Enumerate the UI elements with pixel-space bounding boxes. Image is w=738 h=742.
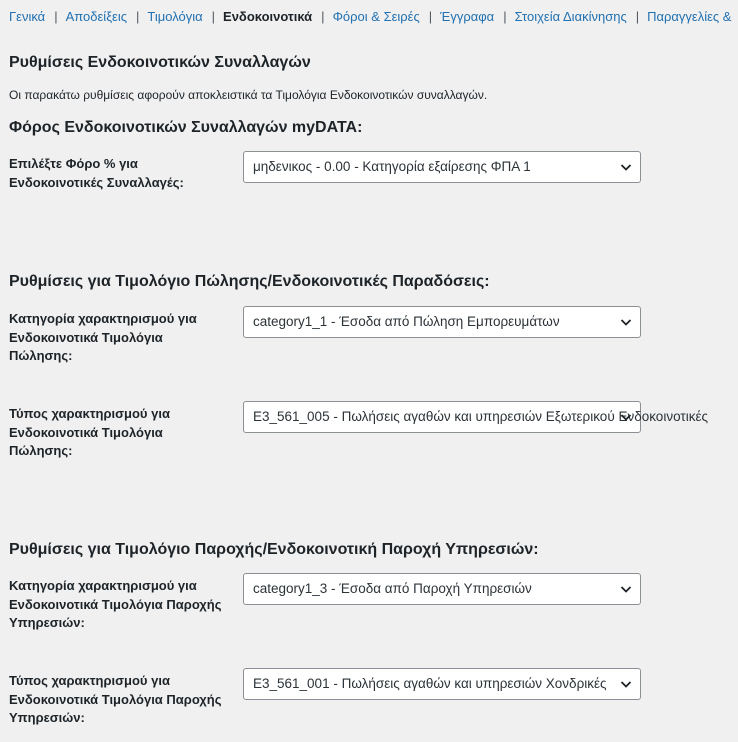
chevron-down-icon <box>620 583 632 595</box>
subnav-tab-orders[interactable]: Παραγγελίες & <box>647 9 732 24</box>
sales-category-select[interactable] <box>243 306 641 338</box>
settings-subnav <box>9 8 731 26</box>
subnav-separator: | <box>54 9 58 24</box>
subnav-separator: | <box>321 9 325 24</box>
services-section-heading: Ρυθμίσεις για Τιμολόγιο Παροχής/Ενδοκοινοτική Παροχή Υπηρεσιών: <box>9 541 539 558</box>
subnav-tab-documents[interactable]: Έγγραφα <box>440 9 495 24</box>
sales-category-value: category1_1 - Έσοδα από Πώληση Εμπορευμάτων <box>253 314 560 329</box>
subnav-tab-taxes-series[interactable]: Φόροι & Σειρές <box>332 9 420 24</box>
page-description: Οι παρακάτω ρυθμίσεις αφορούν αποκλειστικά τα Τιμολόγια Ενδοκοινοτικών συναλλαγών. <box>9 88 488 102</box>
services-category-value: category1_3 - Έσοδα από Παροχή Υπηρεσιών <box>253 581 532 596</box>
subnav-tab-intra-community[interactable]: Ενδοκοινοτικά <box>223 9 313 24</box>
services-category-label: Κατηγορία χαρακτηρισμού για Ενδοκοινοτικά Τιμολόγια Παροχής Υπηρεσιών: <box>9 578 222 630</box>
chevron-down-icon <box>620 411 632 423</box>
subnav-tab-invoices[interactable]: Τιμολόγια <box>147 9 203 24</box>
subnav-separator: | <box>503 9 507 24</box>
subnav-separator: | <box>635 9 640 24</box>
services-category-select[interactable] <box>243 573 641 605</box>
tax-section-heading: Φόρος Ενδοκοινοτικών Συναλλαγών myDATA: <box>9 119 363 136</box>
tax-select[interactable] <box>243 151 641 183</box>
sales-type-value: E3_561_005 - Πωλήσεις αγαθών και υπηρεσιών Εξωτερικού Ενδοκοινοτικές <box>253 409 708 424</box>
services-type-label: Τύπος χαρακτηρισμού για Ενδοκοινοτικά Τιμολόγια Παροχής Υπηρεσιών: <box>9 673 222 725</box>
sales-type-label: Τύπος χαρακτηρισμού για Ενδοκοινοτικά Τιμολόγια Πώλησης: <box>9 406 170 458</box>
page-title: Ρυθμίσεις Ενδοκοινοτικών Συναλλαγών <box>9 54 311 71</box>
tax-select-label: Επιλέξτε Φόρο % για Ενδοκοινοτικές Συναλλαγές: <box>9 156 184 190</box>
services-type-select[interactable] <box>243 668 641 700</box>
subnav-separator: | <box>428 9 433 24</box>
sales-type-select[interactable] <box>243 401 708 433</box>
sales-section-heading: Ρυθμίσεις για Τιμολόγιο Πώλησης/Ενδοκοινοτικές Παραδόσεις: <box>9 273 490 290</box>
tax-select-value: μηδενικος - 0.00 - Κατηγορία εξαίρεσης ΦΠΑ 1 <box>253 159 531 174</box>
subnav-separator: | <box>135 9 140 24</box>
services-type-value: E3_561_001 - Πωλήσεις αγαθών και υπηρεσιών Χονδρικές <box>253 676 607 691</box>
chevron-down-icon <box>620 161 632 173</box>
subnav-tab-general[interactable]: Γενικά <box>9 9 46 24</box>
subnav-separator: | <box>211 9 216 24</box>
chevron-down-icon <box>620 316 632 328</box>
subnav-tab-shipping-details[interactable]: Στοιχεία Διακίνησης <box>514 9 627 24</box>
subnav-tab-receipts[interactable]: Αποδείξεις <box>65 9 127 24</box>
chevron-down-icon <box>620 678 632 690</box>
sales-category-label: Κατηγορία χαρακτηρισμού για Ενδοκοινοτικά Τιμολόγια Πώλησης: <box>9 311 197 363</box>
